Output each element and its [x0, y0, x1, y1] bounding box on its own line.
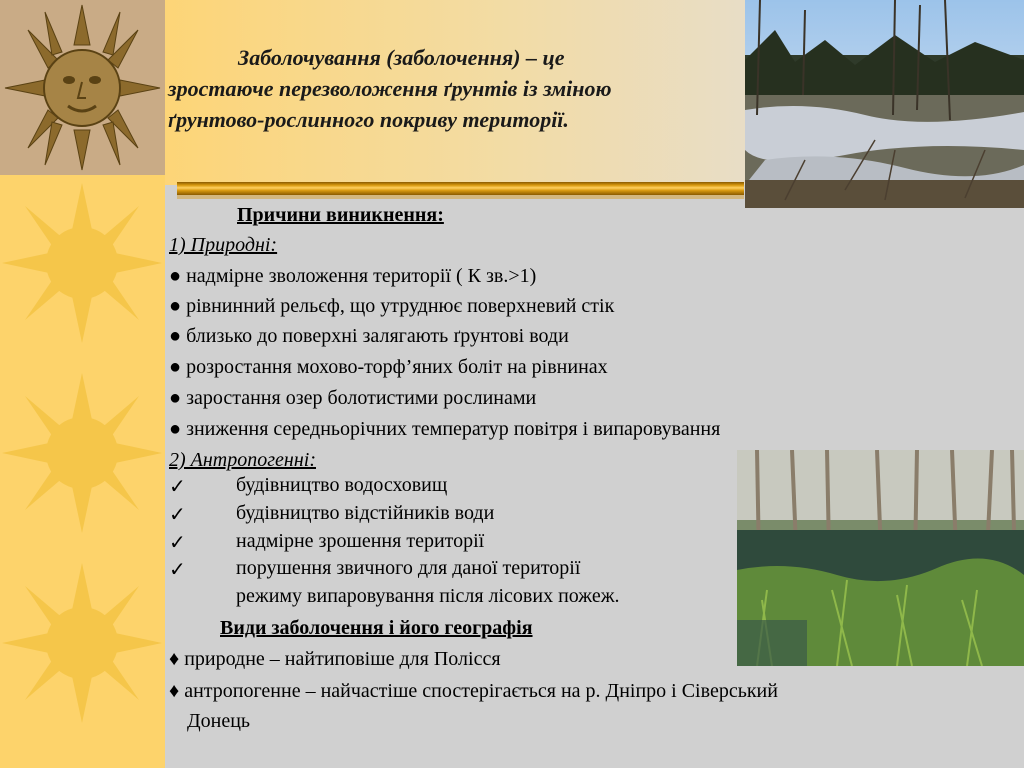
list-item: ● зниження середньорічних температур повітря і випаровування [169, 418, 721, 440]
list-item: ♦ антропогенне – найчастіше спостерігається на р. Дніпро і Сіверський [169, 680, 778, 702]
title-line: Заболочування (заболочення) – це [238, 45, 565, 70]
anthropogenic-causes-label: 2) Антропогенні: [169, 449, 316, 471]
list-item-continuation: Донець [187, 710, 251, 732]
check-icon: ✓ [169, 532, 186, 554]
list-item: ♦ природне – найтиповіше для Полісся [169, 648, 501, 670]
sun-icon [0, 178, 165, 348]
causes-heading: Причини виникнення: [237, 204, 444, 226]
list-item-continuation: режиму випаровування після лісових пожеж. [236, 585, 620, 607]
decorative-sidebar [0, 0, 165, 768]
title-line: зростаюче перезволоження ґрунтів із зміною [168, 76, 612, 101]
check-icon: ✓ [169, 476, 186, 498]
list-item: ● заростання озер болотистими рослинами [169, 387, 537, 409]
check-icon: ✓ [169, 559, 186, 581]
types-heading: Види заболочення і його географія [220, 617, 533, 639]
list-item: ● близько до поверхні залягають ґрунтові води [169, 325, 569, 347]
list-item: надмірне зрошення території [236, 530, 485, 552]
marsh-winter-photo [745, 0, 1024, 208]
sun-face-emblem [0, 0, 165, 175]
list-item: будівництво відстійників води [236, 502, 495, 524]
list-item: ● розростання мохово-торф’яних боліт на рівнинах [169, 356, 608, 378]
check-icon: ✓ [169, 504, 186, 526]
list-item: порушення звичного для даної території [236, 557, 581, 579]
sun-face-tile [0, 0, 165, 175]
flooded-forest-photo [737, 450, 1024, 666]
sun-icon [0, 558, 165, 728]
list-item: будівництво водосховищ [236, 474, 448, 496]
list-item: ● рівнинний рельєф, що утруднює поверхневий стік [169, 295, 615, 317]
gold-divider [177, 182, 744, 195]
list-item: ● надмірне зволоження території ( К зв.>1) [169, 265, 537, 287]
slide-title [168, 42, 748, 135]
title-line: ґрунтово-рослинного покриву території. [168, 107, 569, 132]
natural-causes-label: 1) Природні: [169, 234, 278, 256]
sun-icon [0, 368, 165, 538]
